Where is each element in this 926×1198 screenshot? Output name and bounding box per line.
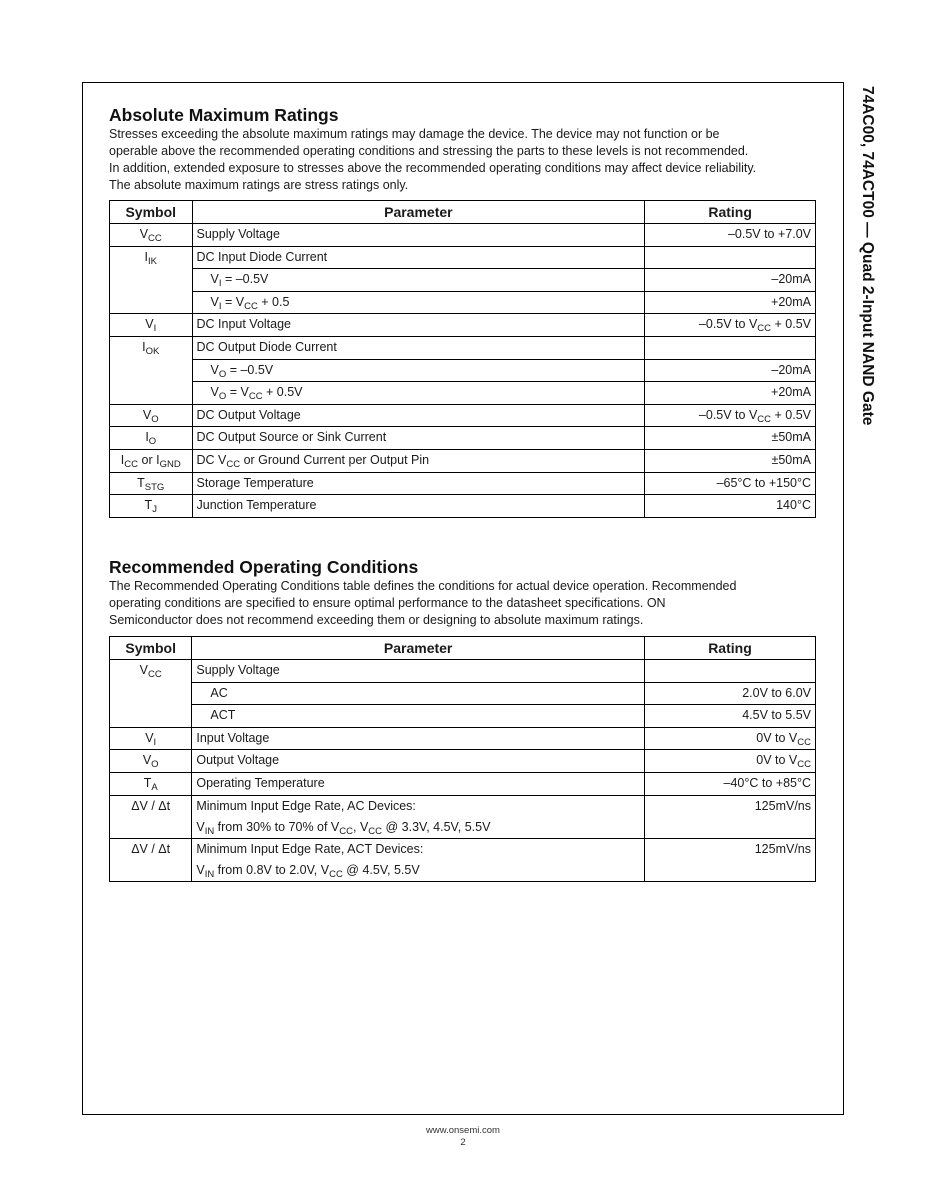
parameter-cell: ACT [192, 705, 645, 728]
symbol-cell: $I_{OK}$ [110, 336, 193, 359]
rating-cell: –20mA [645, 359, 816, 382]
symbol-cell: ΔV / Δt [110, 838, 192, 881]
parameter-cell: $V_O = -0.5V$ [192, 359, 645, 382]
table-row [110, 359, 816, 382]
symbol-cell: $V_I$ [110, 314, 193, 337]
amr-line: operable above the recommended operating conditions and stressing the parts to these levels is not recommended. [109, 144, 749, 158]
rating-cell: 125mV/ns [644, 838, 815, 881]
amr-line: In addition, extended exposure to stresses above the recommended operating conditions may affect device reliability. [109, 161, 757, 175]
footer-url: www.onsemi.com [426, 1125, 500, 1136]
parameter-cell: $V_I = -0.5V$ [192, 269, 645, 292]
roc-table [109, 636, 816, 882]
rating-cell: ±50mA [645, 427, 816, 450]
parameter-cell: $V_O = V_{CC} + 0.5V$ [192, 382, 645, 405]
symbol-cell [110, 382, 193, 405]
parameter-cell: Storage Temperature [192, 472, 645, 495]
symbol-cell: $T_A$ [110, 772, 192, 795]
symbol-cell: ΔV / Δt [110, 795, 192, 838]
amr-table [109, 200, 816, 518]
symbol-cell: $V_I$ [110, 727, 192, 750]
parameter-cell: DC Input Voltage [192, 314, 645, 337]
rating-cell: +20mA [645, 382, 816, 405]
table-row [110, 269, 816, 292]
rating-cell: 2.0V to 6.0V [644, 682, 815, 705]
rating-cell: –0.5V to +7.0V [645, 224, 816, 247]
table-row [110, 427, 816, 450]
table-row [110, 246, 816, 269]
parameter-cell: Output Voltage [192, 750, 645, 773]
symbol-cell [110, 359, 193, 382]
table-row [110, 314, 816, 337]
parameter-cell: $V_I = V_{CC} + 0.5$ [192, 291, 645, 314]
parameter-cell: Supply Voltage [192, 224, 645, 247]
table-row [110, 336, 816, 359]
table-row [110, 795, 816, 838]
table-row [110, 382, 816, 405]
symbol-cell: $T_J$ [110, 495, 193, 518]
parameter-cell: Minimum Input Edge Rate, ACT Devices: $V_{IN}$ from 0.8V to 2.0V, $V_{CC}$ @ 4.5V, 5.5V [192, 838, 645, 881]
rating-cell: –20mA [645, 269, 816, 292]
rating-cell: 0V to $V_{CC}$ [644, 750, 815, 773]
rating-cell [645, 336, 816, 359]
header-parameter: Parameter [192, 201, 645, 224]
amr-line: Stresses exceeding the absolute maximum ratings may damage the device. The device may not function or be [109, 127, 720, 141]
table-row [110, 404, 816, 427]
symbol-cell [110, 705, 192, 728]
parameter-cell: DC Output Diode Current [192, 336, 645, 359]
header-rating: Rating [645, 201, 816, 224]
rating-cell: +20mA [645, 291, 816, 314]
parameter-cell: DC $V_{CC}$ or Ground Current per Output Pin [192, 449, 645, 472]
table-header-row [110, 201, 816, 224]
symbol-cell: $V_O$ [110, 404, 193, 427]
parameter-cell: DC Input Diode Current [192, 246, 645, 269]
parameter-cell: Junction Temperature [192, 495, 645, 518]
symbol-cell: $I_{IK}$ [110, 246, 193, 269]
symbol-cell: $V_{CC}$ [110, 660, 192, 683]
rating-cell: 125mV/ns [644, 795, 815, 838]
symbol-cell [110, 291, 193, 314]
table-row [110, 449, 816, 472]
parameter-cell: Supply Voltage [192, 660, 645, 683]
symbol-cell: $I_{CC}$ or $I_{GND}$ [110, 449, 193, 472]
symbol-cell: $T_{STG}$ [110, 472, 193, 495]
symbol-cell: $V_{CC}$ [110, 224, 193, 247]
table-header-row [110, 637, 816, 660]
parameter-cell: DC Output Voltage [192, 404, 645, 427]
parameter-cell: Operating Temperature [192, 772, 645, 795]
table-row [110, 495, 816, 518]
parameter-cell: Minimum Input Edge Rate, AC Devices: $V_{IN}$ from 30% to 70% of $V_{CC}$, $V_{CC}$ @ 3.3V, 4.5V, 5.5V [192, 795, 645, 838]
parameter-cell: AC [192, 682, 645, 705]
amr-description [109, 126, 814, 194]
roc-line: Semiconductor does not recommend exceeding them or designing to absolute maximum ratings. [109, 613, 644, 627]
symbol-cell: $V_O$ [110, 750, 192, 773]
rating-cell: 4.5V to 5.5V [644, 705, 815, 728]
rating-cell: –65°C to +150°C [645, 472, 816, 495]
table-row [110, 224, 816, 247]
symbol-cell [110, 682, 192, 705]
table-row [110, 705, 816, 728]
symbol-cell: $I_O$ [110, 427, 193, 450]
table-row [110, 291, 816, 314]
parameter-cell: DC Output Source or Sink Current [192, 427, 645, 450]
footer-page-number: 2 [460, 1137, 466, 1148]
header-parameter: Parameter [192, 637, 645, 660]
rating-cell [644, 660, 815, 683]
header-rating: Rating [644, 637, 815, 660]
table-row [110, 727, 816, 750]
table-row [110, 772, 816, 795]
rating-cell: –0.5V to $V_{CC} + 0.5V$ [645, 314, 816, 337]
side-title-text: 74AC00, 74ACT00 — Quad 2-Input NAND Gate [859, 86, 876, 426]
rating-cell: –40°C to +85°C [644, 772, 815, 795]
rating-cell: ±50mA [645, 449, 816, 472]
roc-line: The Recommended Operating Conditions table defines the conditions for actual device operation. Recommended [109, 579, 737, 593]
symbol-cell [110, 269, 193, 292]
amr-line: The absolute maximum ratings are stress ratings only. [109, 178, 409, 192]
table-row [110, 750, 816, 773]
side-title [854, 86, 876, 481]
rating-cell [645, 246, 816, 269]
roc-heading: Recommended Operating Conditions [109, 557, 419, 577]
parameter-cell: Input Voltage [192, 727, 645, 750]
roc-description [109, 578, 814, 629]
table-row [110, 472, 816, 495]
table-row [110, 660, 816, 683]
rating-cell: 140°C [645, 495, 816, 518]
amr-heading: Absolute Maximum Ratings [109, 105, 339, 125]
header-symbol: Symbol [110, 637, 192, 660]
rating-cell: 0V to $V_{CC}$ [644, 727, 815, 750]
table-row [110, 682, 816, 705]
roc-line: operating conditions are specified to ensure optimal performance to the datasheet specifications. ON [109, 596, 666, 610]
table-row [110, 838, 816, 881]
header-symbol: Symbol [110, 201, 193, 224]
rating-cell: –0.5V to $V_{CC} + 0.5V$ [645, 404, 816, 427]
